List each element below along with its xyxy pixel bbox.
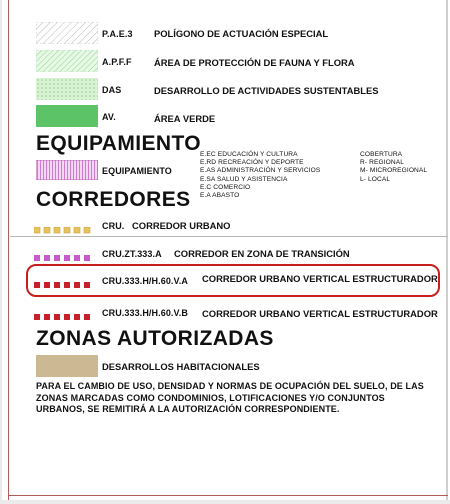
equipamiento-codes <box>200 151 320 200</box>
equipamiento-code: E.AS ADMINISTRACIÓN Y SERVICIOS <box>200 167 321 175</box>
swatch-hatch-green <box>36 50 98 72</box>
corredor-code: CRU.333.H/H.60.V.B <box>102 308 189 318</box>
paragraph-line: PARA EL CAMBIO DE USO, DENSIDAD Y NORMAS DE OCUPACIÓN DEL SUELO, DE LAS <box>36 381 424 391</box>
legend-code: DAS <box>102 85 122 95</box>
swatch-hatch-gray <box>36 22 98 44</box>
swatch-solid-green <box>36 105 98 127</box>
cobertura-item: L- LOCAL <box>360 175 391 183</box>
page-edge <box>0 0 2 504</box>
legend-desc: POLÍGONO DE ACTUACIÓN ESPECIAL <box>154 28 329 39</box>
equipamiento-code: E.C COMERCIO <box>200 183 251 191</box>
cobertura-item: M- MICROREGIONAL <box>360 167 428 175</box>
corredor-desc: CORREDOR URBANO <box>132 220 231 231</box>
page-edge-bottom <box>0 500 450 504</box>
section-heading-zonas: ZONAS AUTORIZADAS <box>36 327 274 350</box>
equipamiento-code: E.SA SALUD Y ASISTENCIA <box>200 175 288 183</box>
border-right <box>446 0 448 504</box>
corredor-code: CRU. <box>102 221 125 231</box>
legend-code: P.A.E.3 <box>102 29 133 39</box>
zonas-paragraph <box>36 381 436 416</box>
corredor-code: CRU.333.H/H.60.V.A <box>102 276 189 286</box>
swatch-tan <box>36 355 98 377</box>
dash-line-red <box>34 277 96 295</box>
equipamiento-code: E.RD RECREACIÓN Y DEPORTE <box>200 159 304 167</box>
dash-line-red <box>34 309 96 327</box>
legend-code: A.P.F.F <box>102 57 132 67</box>
legend-desc: DESARROLLO DE ACTIVIDADES SUSTENTABLES <box>154 85 379 96</box>
equipamiento-code: E.A ABASTO <box>200 192 240 200</box>
legend-code: AV. <box>102 112 116 122</box>
paragraph-line: URBANOS, SE REMITIRÁ A LA AUTORIZACIÓN CORRESPONDIENTE. <box>36 404 340 414</box>
cobertura-list <box>360 151 427 184</box>
zona-desc: DESARROLLOS HABITACIONALES <box>102 361 260 372</box>
corredor-desc: CORREDOR URBANO VERTICAL ESTRUCTURADOR <box>202 273 438 284</box>
section-heading-corredores: CORREDORES <box>36 188 191 211</box>
cobertura-item: R- REGIONAL <box>360 159 404 167</box>
corredor-code: CRU.ZT.333.A <box>102 249 162 259</box>
swatch-dots-green <box>36 78 98 100</box>
equipamiento-label: EQUIPAMIENTO <box>102 166 172 176</box>
swatch-hatch-purple <box>36 160 98 180</box>
cobertura-title: COBERTURA <box>360 151 403 158</box>
legend-desc: ÁREA VERDE <box>154 113 216 124</box>
legend-desc: ÁREA DE PROTECCIÓN DE FAUNA Y FLORA <box>154 57 355 68</box>
dash-line-yellow <box>34 222 96 240</box>
paragraph-line: ZONAS MARCADAS COMO CONDOMINIOS, LOTIFICACIONES Y/O CONJUNTOS <box>36 392 385 403</box>
equipamiento-code: E.EC EDUCACIÓN Y CULTURA <box>200 151 298 158</box>
corredor-desc: CORREDOR URBANO VERTICAL ESTRUCTURADOR <box>202 308 438 319</box>
border-bottom <box>8 495 448 496</box>
corredor-desc: CORREDOR EN ZONA DE TRANSICIÓN <box>174 248 350 259</box>
border-left <box>8 0 9 504</box>
section-heading-equipamiento: EQUIPAMIENTO <box>36 132 202 155</box>
